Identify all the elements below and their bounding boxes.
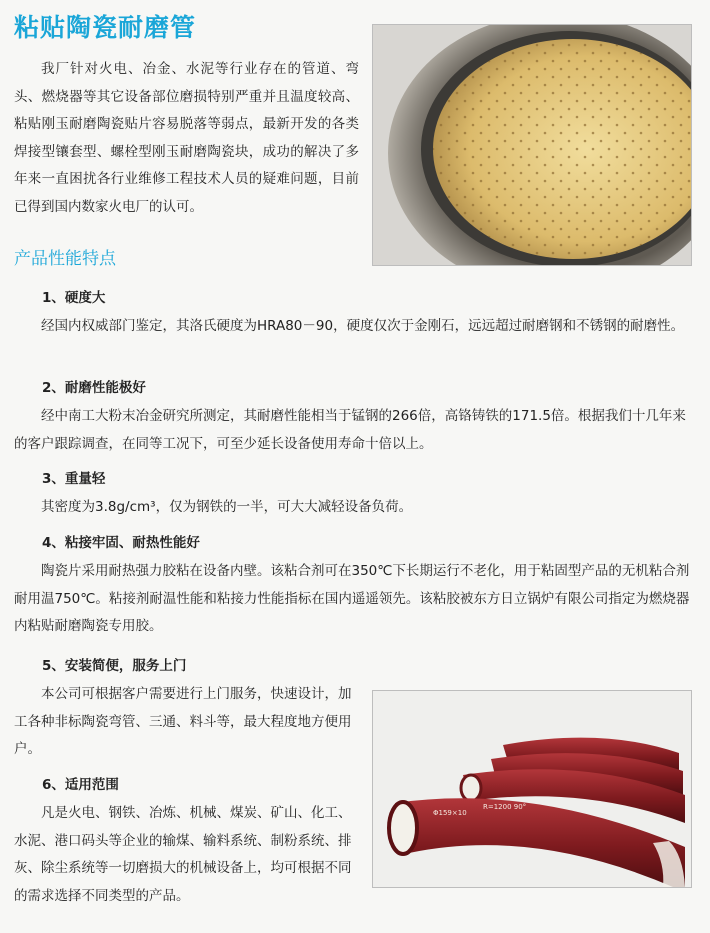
feature-5-heading: 5、安装简便，服务上门: [42, 658, 187, 674]
pipe-interior-photo: [372, 24, 692, 266]
feature-3-text: 其密度为3.8g/cm³，仅为钢铁的一半，可大大减轻设备负荷。: [41, 499, 413, 515]
pipe-label-2: R=1200 90°: [483, 803, 527, 811]
intro-paragraph: 我厂针对火电、冶金、水泥等行业存在的管道、弯头、燃烧器等其它设备部位磨损特别严重并且温度较高、粘贴刚玉耐磨陶瓷贴片容易脱落等弱点，最新开发的各类焊接型镶套型、螺栓型刚玉耐磨陶瓷块，成功的解决了多年来一直困扰各行业维修工程技术人员的疑难问题，目前已得到国内数家火电厂的认可。: [14, 61, 359, 215]
feature-6-text: 凡是火电、钢铁、冶炼、机械、煤炭、矿山、化工、水泥、港口码头等企业的输煤、输料系统、制粉系统、排灰、除尘系统等一切磨损大的机械设备上，均可根据不同的需求选择不同类型的产品。: [14, 805, 352, 904]
elbow-pipes-photo: [372, 690, 692, 888]
feature-4-heading: 4、粘接牢固、耐热性能好: [42, 535, 200, 551]
section-title: 产品性能特点: [14, 249, 116, 269]
feature-6-heading: 6、适用范围: [42, 777, 119, 793]
feature-3-heading: 3、重量轻: [42, 471, 106, 487]
feature-1-heading: 1、硬度大: [42, 290, 106, 306]
page-title: 粘贴陶瓷耐磨管: [14, 13, 197, 42]
feature-2-text: 经中南工大粉末冶金研究所测定，其耐磨性能相当于锰钢的266倍，高铬铸铁的171.5倍。根据我们十几年来的客户跟踪调查，在同等工况下，可至少延长设备使用寿命十倍以上。: [14, 408, 686, 452]
feature-4-text: 陶瓷片采用耐热强力胶粘在设备内壁。该粘合剂可在350℃下长期运行不老化，用于粘固型产品的无机粘合剂耐用温750℃。粘接剂耐温性能和粘接力性能指标在国内遥遥领先。该粘胶被东方日立锅炉有限公司指定为燃烧器内粘贴耐磨陶瓷专用胶。: [14, 563, 690, 634]
feature-5-text: 本公司可根据客户需要进行上门服务，快速设计，加工各种非标陶瓷弯管、三通、料斗等，最大程度地方便用户。: [14, 686, 352, 757]
pipe-label-1: Φ159×10: [433, 809, 467, 817]
feature-1-text: 经国内权威部门鉴定，其洛氏硬度为HRA80－90，硬度仅次于金刚石，远远超过耐磨钢和不锈钢的耐磨性。: [41, 318, 685, 334]
feature-2-heading: 2、耐磨性能极好: [42, 380, 146, 396]
